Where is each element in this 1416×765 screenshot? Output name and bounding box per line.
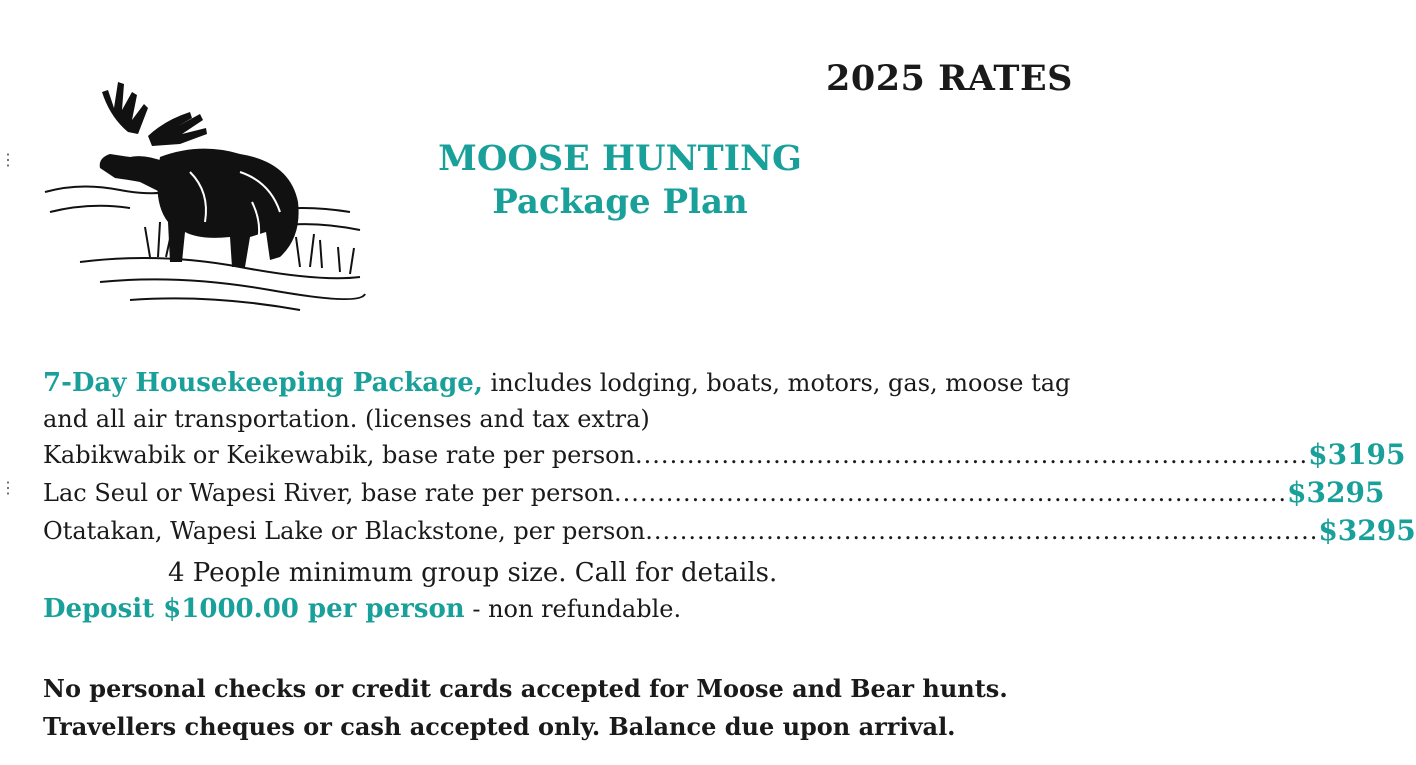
rate-row <box>43 513 1416 549</box>
deposit-amount: Deposit $1000.00 per person <box>43 594 465 624</box>
rate-row <box>43 475 1385 511</box>
package-description <box>43 365 1070 401</box>
edge-mark: ⋮ <box>0 150 16 169</box>
rate-price: $3195 <box>1308 438 1406 471</box>
rate-row <box>43 437 1406 473</box>
payment-policy-line1: No personal checks or credit cards accepted for Moose and Bear hunts. <box>43 674 1008 703</box>
group-size-note: 4 People minimum group size. Call for details. <box>168 558 778 588</box>
moose-illustration <box>40 62 370 322</box>
deposit-note: - non refundable. <box>464 595 682 623</box>
payment-policy-line2: Travellers cheques or cash accepted only. Balance due upon arrival. <box>43 712 956 741</box>
edge-mark: ⋮ <box>0 478 16 497</box>
rates-year-heading: 2025 RATES <box>826 58 1073 99</box>
rate-price: $3295 <box>1287 476 1385 509</box>
package-name: 7-Day Housekeeping Package, <box>43 368 483 398</box>
leader-dots: .............................................................................. <box>635 441 1309 469</box>
package-includes: includes lodging, boats, motors, gas, moose tag <box>482 369 1071 397</box>
rate-label: Otatakan, Wapesi Lake or Blackstone, per person <box>43 517 646 545</box>
page-title: MOOSE HUNTING <box>438 138 802 179</box>
page-subtitle: Package Plan <box>492 182 748 222</box>
package-includes-continued: and all air transportation. (licenses and tax extra) <box>43 405 650 433</box>
rate-price: $3295 <box>1318 514 1416 547</box>
rate-label: Kabikwabik or Keikewabik, base rate per person <box>43 441 636 469</box>
rate-label: Lac Seul or Wapesi River, base rate per person <box>43 479 614 507</box>
leader-dots: .............................................................................. <box>613 479 1288 507</box>
title-block <box>420 138 820 224</box>
deposit-line <box>43 591 681 627</box>
leader-dots: .............................................................................. <box>645 517 1319 545</box>
